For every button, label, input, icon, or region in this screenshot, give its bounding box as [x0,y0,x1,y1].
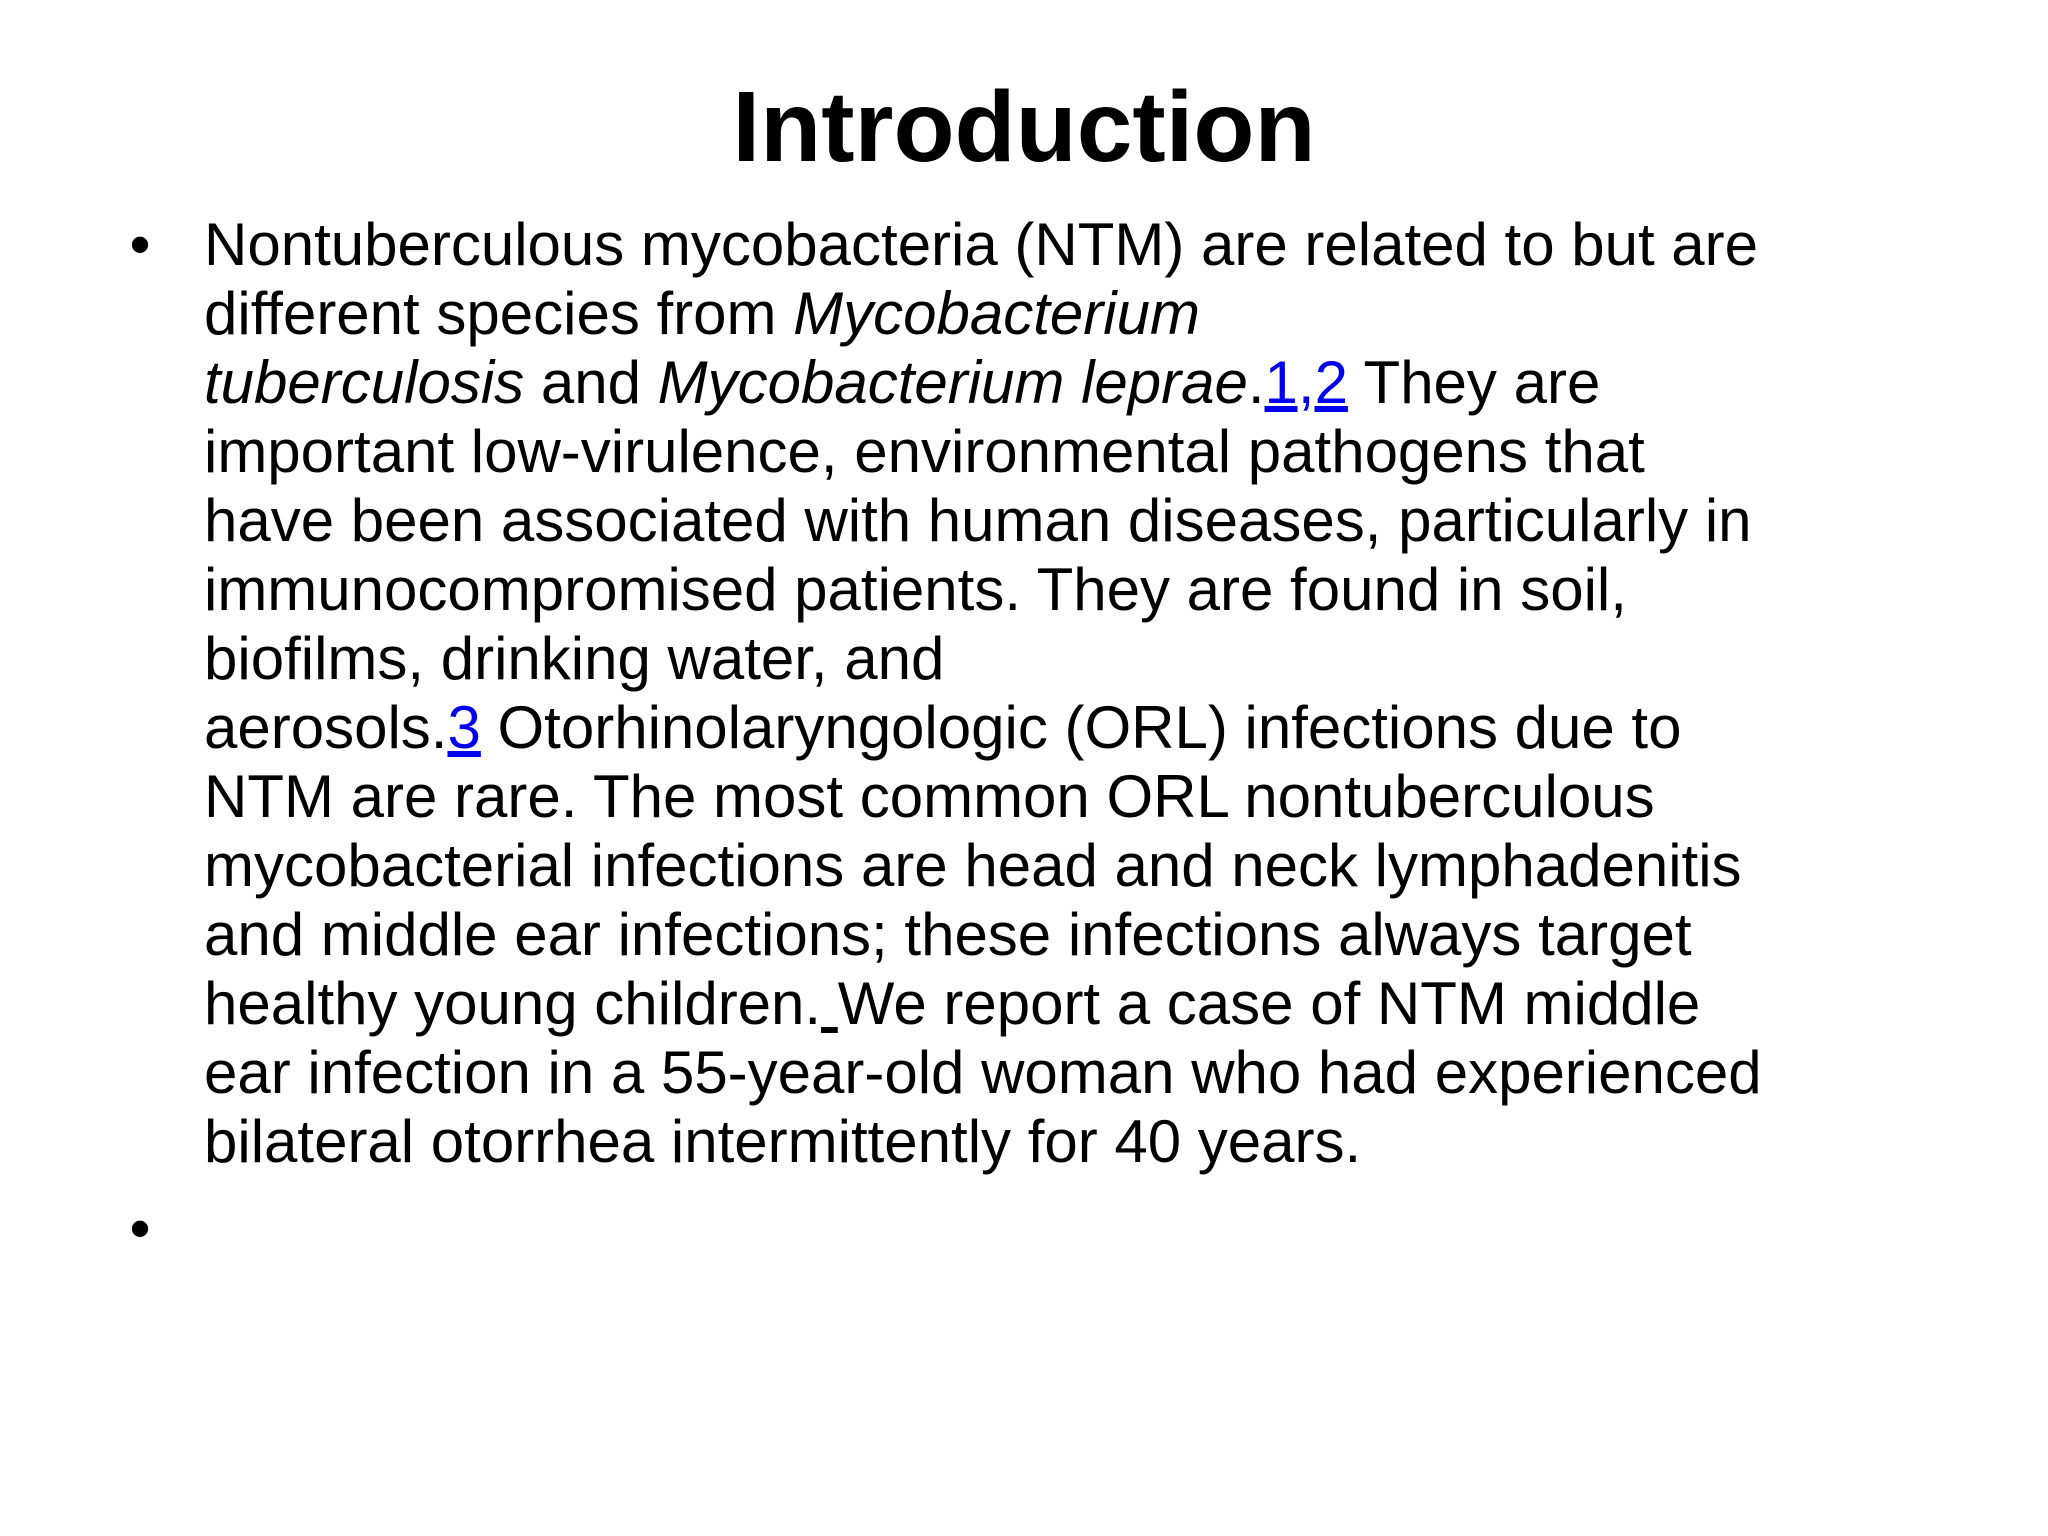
text-line: bilateral otorrhea intermittently for 40 years. [204,1108,1362,1175]
text-line: mycobacterial infections are head and neck lymphadenitis [204,832,1742,899]
underlined-space [821,970,838,1037]
italic-species-name: Mycobacterium leprae [657,349,1248,416]
text-run: and [524,349,658,416]
text-run: aerosols. [204,694,448,761]
text-run: We report a case of NTM middle [837,970,1701,1037]
paragraph-text [204,210,1940,1176]
bullet-item-1 [120,210,1940,1176]
text-line: NTM are rare. The most common ORL nontuberculous [204,763,1655,830]
italic-species-name: tuberculosis [204,349,525,416]
bullet-item-2-empty [120,1194,1940,1263]
text-line: Nontuberculous mycobacteria (NTM) are related to but are [204,211,1759,278]
text-line: ear infection in a 55-year-old woman who had experienced [204,1039,1762,1106]
text-run: . [1247,349,1265,416]
text-line: and middle ear infections; these infections always target [204,901,1692,968]
text-run: They are [1347,349,1601,416]
bullet-list [120,210,1940,1263]
text-run: healthy young children. [204,970,822,1037]
text-run: different species from [204,280,794,347]
text-line: immunocompromised patients. They are found in soil, [204,556,1627,623]
reference-link-1-2[interactable]: 1,2 [1264,349,1348,416]
bullet-dot-icon: • [129,211,151,278]
slide-title: Introduction [732,71,1316,183]
italic-species-name: Mycobacterium [793,280,1200,347]
text-line: biofilms, drinking water, and [204,625,945,692]
text-line: important low-virulence, environmental pathogens that [204,418,1645,485]
bullet-dot-icon: • [129,1195,151,1262]
text-run: Otorhinolaryngologic (ORL) infections due to [480,694,1682,761]
reference-link-3[interactable]: 3 [447,694,481,761]
text-line: have been associated with human diseases, particularly in [204,487,1752,554]
